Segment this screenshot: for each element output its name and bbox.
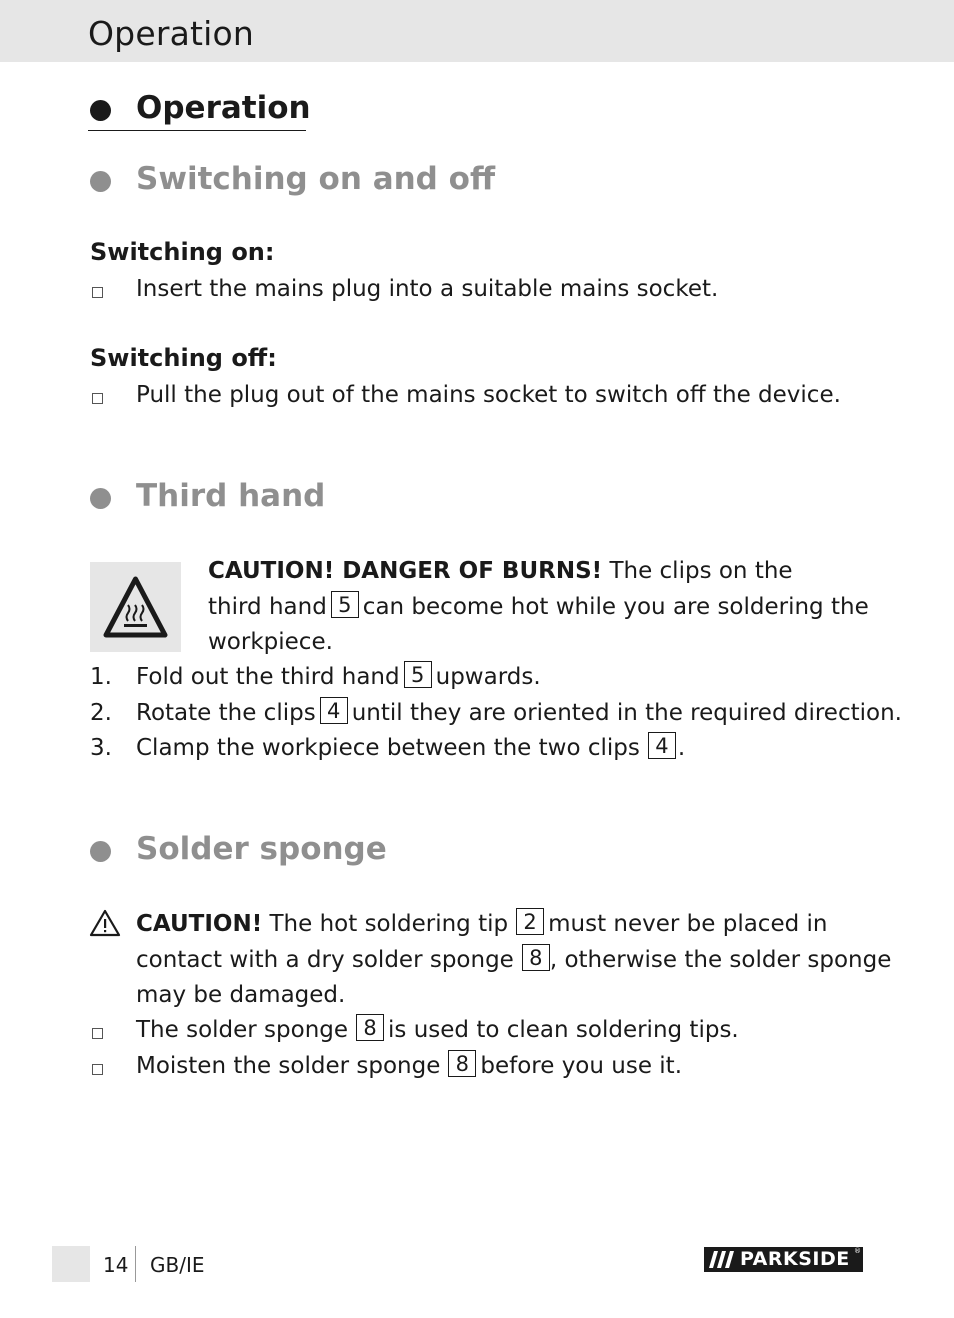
main-heading: Operation [136, 90, 311, 126]
page-header-title: Operation [88, 14, 255, 53]
switching-off-label: Switching off: [90, 344, 277, 372]
sponge-caution-text: , otherwise the solder sponge [549, 947, 892, 973]
checkbox-bullet-icon [92, 1028, 103, 1039]
step-text-part: Fold out the third hand [136, 664, 400, 690]
page-number: 14 [103, 1253, 129, 1277]
step-text-part: Rotate the clips [136, 700, 316, 726]
sponge-caution-line-1 [136, 911, 827, 938]
section-heading-solder-sponge: Solder sponge [136, 831, 387, 867]
part-reference: 4 [320, 697, 348, 724]
step-number: 1. [90, 664, 112, 690]
checkbox-bullet-icon [92, 393, 103, 404]
step-number: 3. [90, 735, 112, 761]
section-heading-switching: Switching on and off [136, 161, 496, 197]
sponge-caution-text: The hot soldering tip [262, 911, 509, 937]
sponge-item [136, 1053, 682, 1080]
burn-caution-text: third hand [208, 594, 327, 620]
burn-caution-line-1 [208, 558, 793, 584]
step-text-part: until they are oriented in the required direction. [351, 700, 902, 726]
checkbox-bullet-icon [92, 287, 103, 298]
burn-caution-line-2 [208, 594, 869, 621]
part-reference: 5 [404, 661, 432, 688]
sponge-caution-line-3: may be damaged. [136, 982, 346, 1008]
burn-caution-text: The clips on the [602, 558, 793, 584]
sponge-caution-heading: CAUTION! [136, 911, 263, 937]
switching-on-instruction: Insert the mains plug into a suitable mains socket. [136, 276, 719, 302]
footer-divider [135, 1246, 136, 1282]
step-text-part: . [677, 735, 686, 761]
heading-underline [88, 130, 306, 131]
step-text [136, 735, 685, 762]
footer-tab [52, 1246, 90, 1282]
burn-caution-heading: CAUTION! DANGER OF BURNS! [208, 558, 603, 584]
hot-surface-warning-icon [90, 562, 181, 652]
heading-bullet-icon [90, 100, 111, 121]
sponge-item-text: The solder sponge [136, 1017, 349, 1043]
burn-caution-text: can become hot while you are soldering the [362, 594, 869, 620]
part-reference: 2 [516, 908, 544, 935]
step-text-part: upwards. [435, 664, 541, 690]
part-reference: 8 [356, 1014, 384, 1041]
sponge-item-text: before you use it. [480, 1053, 683, 1079]
sponge-caution-text: contact with a dry solder sponge [136, 947, 514, 973]
part-reference: 8 [522, 944, 550, 971]
caution-triangle-icon [89, 909, 121, 937]
section-bullet-icon [90, 841, 111, 862]
sponge-caution-line-2 [136, 947, 891, 974]
section-heading-third-hand: Third hand [136, 478, 326, 514]
part-reference: 5 [331, 591, 359, 618]
logo-stripes-icon [708, 1247, 740, 1272]
part-reference: 4 [648, 732, 676, 759]
sponge-caution-text: must never be placed in [548, 911, 828, 937]
sponge-item [136, 1017, 739, 1044]
section-bullet-icon [90, 488, 111, 509]
step-text [136, 664, 541, 691]
step-text-part: Clamp the workpiece between the two clips [136, 735, 640, 761]
part-reference: 8 [448, 1050, 476, 1077]
burn-caution-line-3: workpiece. [208, 629, 333, 655]
switching-off-instruction: Pull the plug out of the mains socket to switch off the device. [136, 382, 841, 408]
logo-registered-mark: ® [854, 1247, 861, 1255]
country-code: GB/IE [150, 1253, 205, 1277]
sponge-item-text: is used to clean soldering tips. [388, 1017, 739, 1043]
sponge-item-text: Moisten the solder sponge [136, 1053, 441, 1079]
switching-on-label: Switching on: [90, 238, 275, 266]
logo-brand-text: PARKSIDE [740, 1248, 850, 1270]
step-number: 2. [90, 700, 112, 726]
step-text [136, 700, 902, 727]
checkbox-bullet-icon [92, 1064, 103, 1075]
section-bullet-icon [90, 171, 111, 192]
parkside-logo [704, 1247, 863, 1272]
